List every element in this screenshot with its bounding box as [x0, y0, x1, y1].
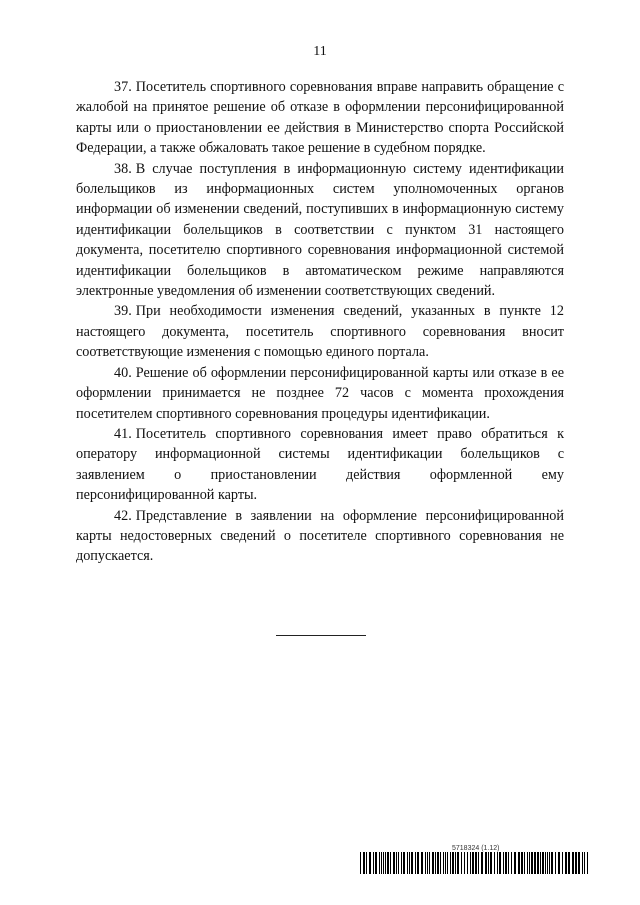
- document-body: [76, 77, 564, 567]
- paragraph-number: 42.: [114, 507, 132, 524]
- paragraph-text: Представление в заявлении на оформление персонифицированной карты недостоверных сведений о посетителе спортивного соревнования не допускается.: [76, 507, 564, 565]
- paragraph-37: [76, 77, 564, 159]
- page-number: 11: [313, 44, 327, 59]
- paragraph-text: Посетитель спортивного соревнования вправе направить обращение с жалобой на принятое решение об отказе в оформлении персонифицированной карты или о приостановлении ее действия в Министерство спорта Российской Федерации, а также обжаловать такое решение в судебном порядке.: [76, 79, 564, 157]
- paragraph-number: 39.: [114, 303, 132, 320]
- paragraph-39: [76, 301, 564, 362]
- paragraph-number: 41.: [114, 425, 132, 442]
- barcode-caption: 5718324 (1.12): [452, 845, 500, 852]
- paragraph-40: [76, 363, 564, 424]
- paragraph-text: Решение об оформлении персонифицированной карты или отказе в ее оформлении принимается не позднее 72 часов с момента прохождения посетителем спортивного соревнования процедуры идентификации.: [76, 364, 564, 422]
- paragraph-text: При необходимости изменения сведений, указанных в пункте 12 настоящего документа, посетитель спортивного соревнования вносит соответствующие изменения с помощью единого портала.: [76, 303, 564, 361]
- paragraph-text: В случае поступления в информационную систему идентификации болельщиков из информационных систем уполномоченных органов информации об изменении сведений, поступивших в информационную систему идентификации болельщиков в соответствии с пунктом 31 настоящего документа, посетителю спортивного соревнования информационной системой идентификации болельщиков в автоматическом режиме направляются электронные уведомления об изменении соответствующих сведений.: [76, 160, 564, 300]
- paragraph-42: [76, 506, 564, 567]
- paragraph-text: Посетитель спортивного соревнования имеет право обратиться к оператору информационной системы идентификации болельщиков с заявлением о приостановлении действия оформленной ему персонифицированной карты.: [76, 425, 564, 504]
- paragraph-38: [76, 159, 564, 302]
- paragraph-number: 37.: [114, 79, 132, 95]
- paragraph-number: 40.: [114, 364, 132, 381]
- paragraph-41: [76, 424, 564, 506]
- paragraph-number: 38.: [114, 160, 132, 177]
- end-separator-line: [276, 635, 366, 636]
- barcode-image: [360, 852, 588, 874]
